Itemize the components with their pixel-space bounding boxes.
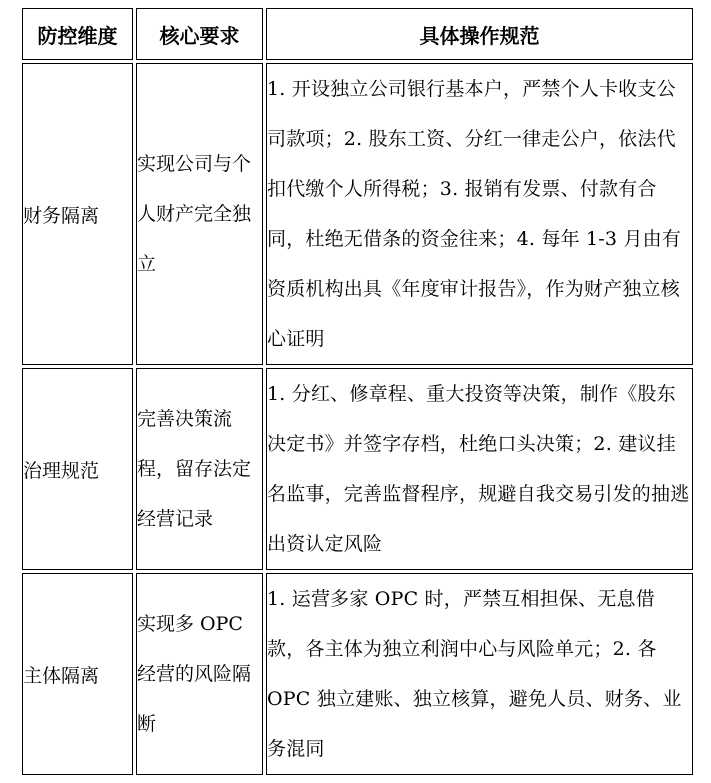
operations-cell: 1. 分红、修章程、重大投资等决策，制作《股东决定书》并签字存档，杜绝口头决策；2. 建议挂名监事，完善监督程序，规避自我交易引发的抽逃出资认定风险 [266, 368, 693, 570]
header-operations: 具体操作规范 [266, 8, 693, 60]
operations-cell: 1. 开设独立公司银行基本户，严禁个人卡收支公司款项；2. 股东工资、分红一律走公户，依法代扣代缴个人所得税；3. 报销有发票、付款有合同，杜绝无借条的资金往来；4. 每年 1-3 月由有资质机构出具《年度审计报告》，作为财产独立核心证明 [266, 63, 693, 365]
dimension-cell: 主体隔离 [22, 573, 133, 775]
dimension-cell: 治理规范 [22, 368, 133, 570]
header-requirement: 核心要求 [136, 8, 263, 60]
operations-cell: 1. 运营多家 OPC 时，严禁互相担保、无息借款，各主体为独立利润中心与风险单元；2. 各 OPC 独立建账、独立核算，避免人员、财务、业务混同 [266, 573, 693, 775]
risk-control-table [19, 5, 696, 778]
requirement-cell: 完善决策流程，留存法定经营记录 [136, 368, 263, 570]
table-row [22, 368, 693, 570]
table-row [22, 63, 693, 365]
header-dimension: 防控维度 [22, 8, 133, 60]
table-row [22, 573, 693, 775]
table-header-row [22, 8, 693, 60]
requirement-cell: 实现多 OPC 经营的风险隔断 [136, 573, 263, 775]
dimension-cell: 财务隔离 [22, 63, 133, 365]
requirement-cell: 实现公司与个人财产完全独立 [136, 63, 263, 365]
